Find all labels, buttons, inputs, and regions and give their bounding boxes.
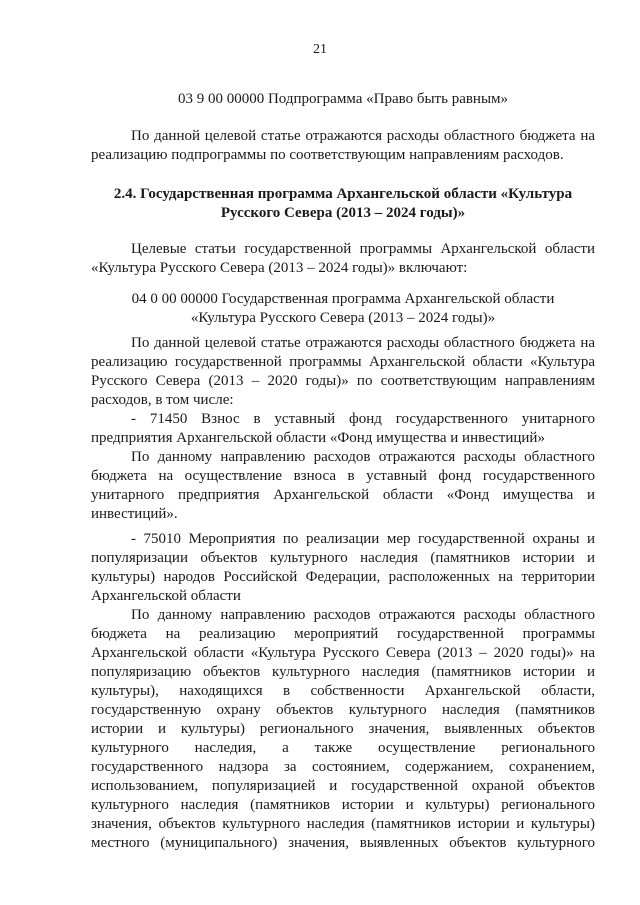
text-line: культурного наследия (памятников истории и культуры) регионального — [91, 797, 595, 813]
text-line: истории и культуры) регионального значения, выявленных объектов — [91, 721, 595, 737]
text-line: бюджета на реализацию мероприятий государственной программы — [91, 626, 595, 642]
text-line: «Культура Русского Севера (2013 – 2024 годы)» включают: — [91, 260, 468, 276]
heading-line: Русского Севера (2013 – 2024 годы)» — [220, 205, 466, 221]
text-line: государственную охрану объектов культурного наследия (памятников — [91, 702, 595, 718]
text-line: Архангельской области — [91, 588, 241, 604]
text-line: По данной целевой статье отражаются расходы областного бюджета на — [131, 335, 595, 351]
program-title-line: «Культура Русского Севера (2013 – 2024 годы)» — [190, 310, 496, 326]
section-heading — [91, 185, 595, 223]
text-line: бюджета на осуществление взноса в уставный фонд государственного — [91, 468, 595, 484]
text-line: По данной целевой статье отражаются расходы областного бюджета на — [131, 128, 595, 144]
text-line: популяризацию объектов культурного наследия (памятников истории и — [91, 664, 595, 680]
text-line: предприятия Архангельской области «Фонд имущества и инвестиций» — [91, 430, 545, 446]
text-line: расходов, в том числе: — [91, 392, 234, 408]
heading-line: 2.4. Государственная программа Архангельской области «Культура — [113, 186, 573, 202]
text-line: инвестиций». — [91, 506, 178, 522]
text-line: культурного наследия, а также осуществление регионального — [91, 740, 595, 756]
text-line: культуры) народов Российской Федерации, расположенных на территории — [91, 569, 595, 585]
text-line: реализацию подпрограммы по соответствующим направлениям расходов. — [91, 147, 564, 163]
paragraph-program-description — [91, 334, 595, 410]
expense-item-71450 — [91, 410, 595, 448]
program-title — [91, 290, 595, 328]
program-title-line: 04 0 00 00000 Государственная программа Архангельской области — [131, 291, 555, 307]
text-line: Архангельской области «Культура Русского Севера (2013 – 2020 годы)» на — [91, 645, 595, 661]
page-number: 21 — [313, 42, 327, 57]
text-line: - 71450 Взнос в уставный фонд государственного унитарного — [131, 411, 595, 427]
text-line: реализацию государственной программы Архангельской области «Культура — [91, 354, 595, 370]
text-line: унитарного предприятия Архангельской области «Фонд имущества и — [91, 487, 595, 503]
subprogram-title: 03 9 00 00000 Подпрограмма «Право быть равным» — [177, 91, 509, 107]
expense-item-75010 — [91, 530, 595, 606]
text-line: использованием, популяризацией и государственной охраной объектов — [91, 778, 595, 794]
paragraph-subprogram-description — [91, 127, 595, 165]
paragraph-item-75010-description — [91, 606, 595, 853]
text-line: популяризации объектов культурного наследия (памятников истории и — [91, 550, 595, 566]
text-line: По данному направлению расходов отражаются расходы областного — [131, 449, 595, 465]
text-line: местного (муниципального) значения, выявленных объектов культурного — [91, 835, 595, 851]
text-line: государственного надзора за состоянием, содержанием, сохранением, — [91, 759, 595, 775]
text-line: - 75010 Мероприятия по реализации мер государственной охраны и — [131, 531, 595, 547]
text-line: Русского Севера (2013 – 2020 годы)» по соответствующим направлениям — [91, 373, 595, 389]
paragraph-item-71450-description — [91, 448, 595, 524]
text-line: По данному направлению расходов отражаются расходы областного — [131, 607, 595, 623]
text-line: культуры), находящихся в собственности Архангельской области, — [91, 683, 595, 699]
paragraph-target-articles-intro — [91, 240, 595, 278]
text-line: значения, объектов культурного наследия (памятников истории и культуры) — [91, 816, 595, 832]
text-line: Целевые статьи государственной программы Архангельской области — [131, 241, 595, 257]
